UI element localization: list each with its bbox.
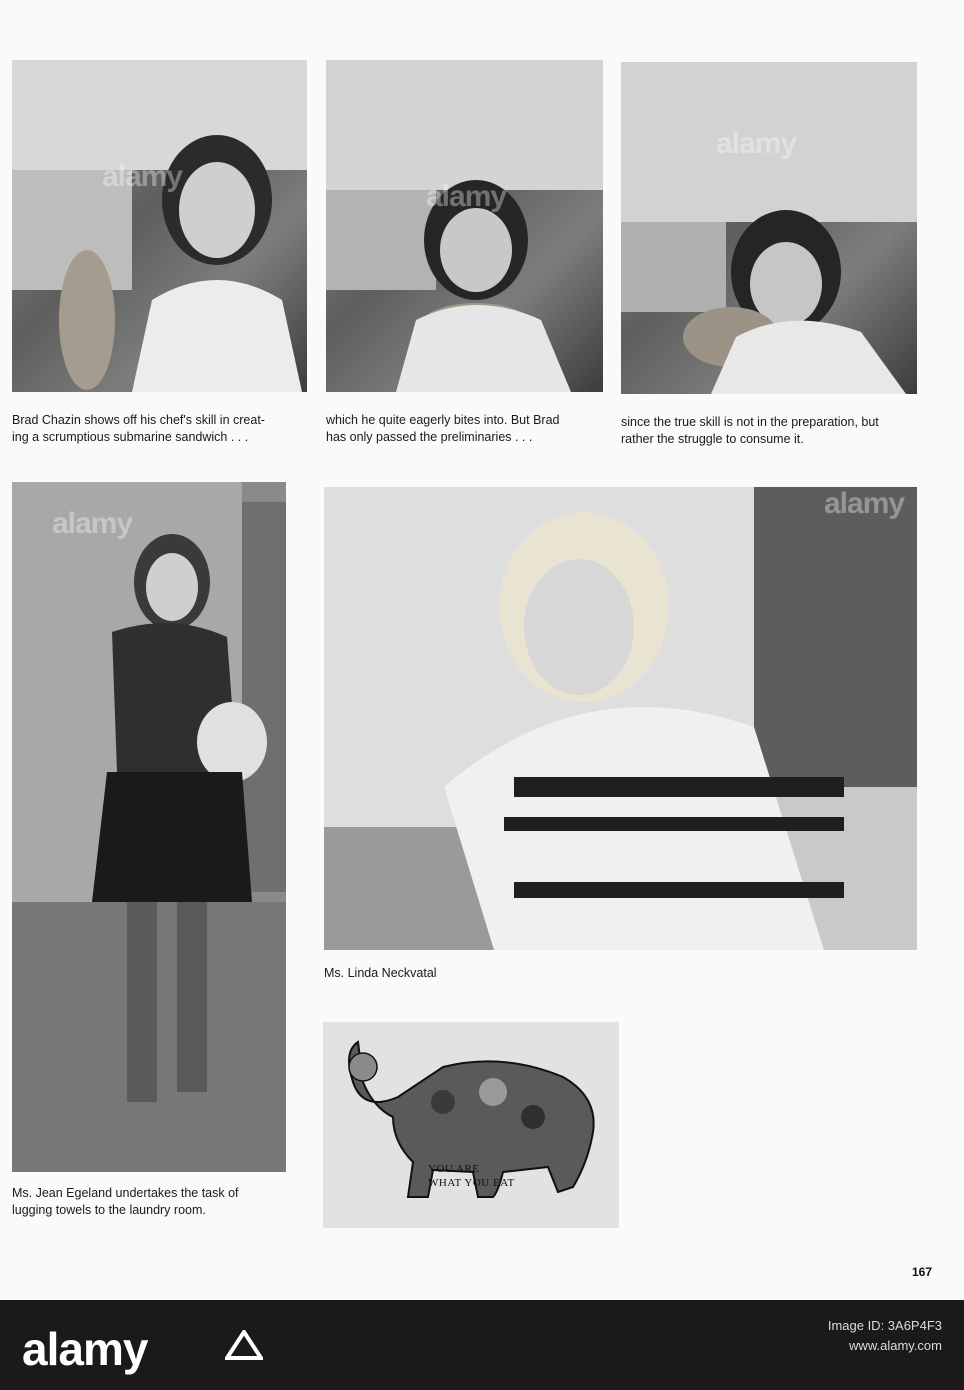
photo-you-are-what-you-eat-poster bbox=[323, 1022, 619, 1228]
stock-image-info bbox=[828, 1316, 942, 1356]
photo-brad-biting-sandwich bbox=[326, 60, 603, 392]
watermark: alamy bbox=[52, 507, 133, 540]
poster-text bbox=[428, 1162, 515, 1190]
caption-brad-showing bbox=[12, 412, 312, 446]
image-id: Image ID: 3A6P4F3 bbox=[827, 1318, 942, 1333]
caption-line: Brad Chazin shows off his chef's skill in creat- bbox=[12, 413, 265, 427]
caption-linda-neckvatal: Ms. Linda Neckvatal bbox=[324, 966, 437, 980]
watermark: alamy bbox=[426, 180, 507, 213]
photo-brad-showing-sandwich bbox=[12, 60, 307, 392]
site-url: www.alamy.com bbox=[849, 1338, 942, 1353]
caption-jean-egeland bbox=[12, 1185, 312, 1219]
photo-brad-consuming-sandwich bbox=[621, 62, 917, 394]
caption-brad-biting bbox=[326, 412, 611, 446]
photo-linda-neckvatal bbox=[324, 487, 917, 950]
caption-line: ing a scrumptious submarine sandwich . . . bbox=[12, 430, 249, 444]
photo-jean-egeland bbox=[12, 482, 286, 1172]
caption-line: has only passed the preliminaries . . . bbox=[326, 430, 533, 444]
page-number: 167 bbox=[912, 1265, 933, 1279]
stock-footer-banner bbox=[0, 1300, 964, 1390]
caption-line: rather the struggle to consume it. bbox=[621, 432, 804, 446]
caption-brad-consuming bbox=[621, 414, 931, 448]
alamy-logo: alamy bbox=[22, 1323, 148, 1375]
caption-line: which he quite eagerly bites into. But Brad bbox=[326, 413, 560, 427]
poster-line: WHAT YOU EAT bbox=[428, 1177, 515, 1189]
watermark: alamy bbox=[716, 127, 797, 160]
caption-line: Ms. Jean Egeland undertakes the task of bbox=[12, 1186, 239, 1200]
caption-line: lugging towels to the laundry room. bbox=[12, 1203, 206, 1217]
poster-line: YOU ARE bbox=[428, 1163, 480, 1175]
caption-line: since the true skill is not in the preparation, but bbox=[621, 415, 879, 429]
watermark: alamy bbox=[102, 160, 183, 193]
alamy-logo-mark-icon bbox=[225, 1330, 263, 1360]
watermark: alamy bbox=[824, 487, 905, 520]
